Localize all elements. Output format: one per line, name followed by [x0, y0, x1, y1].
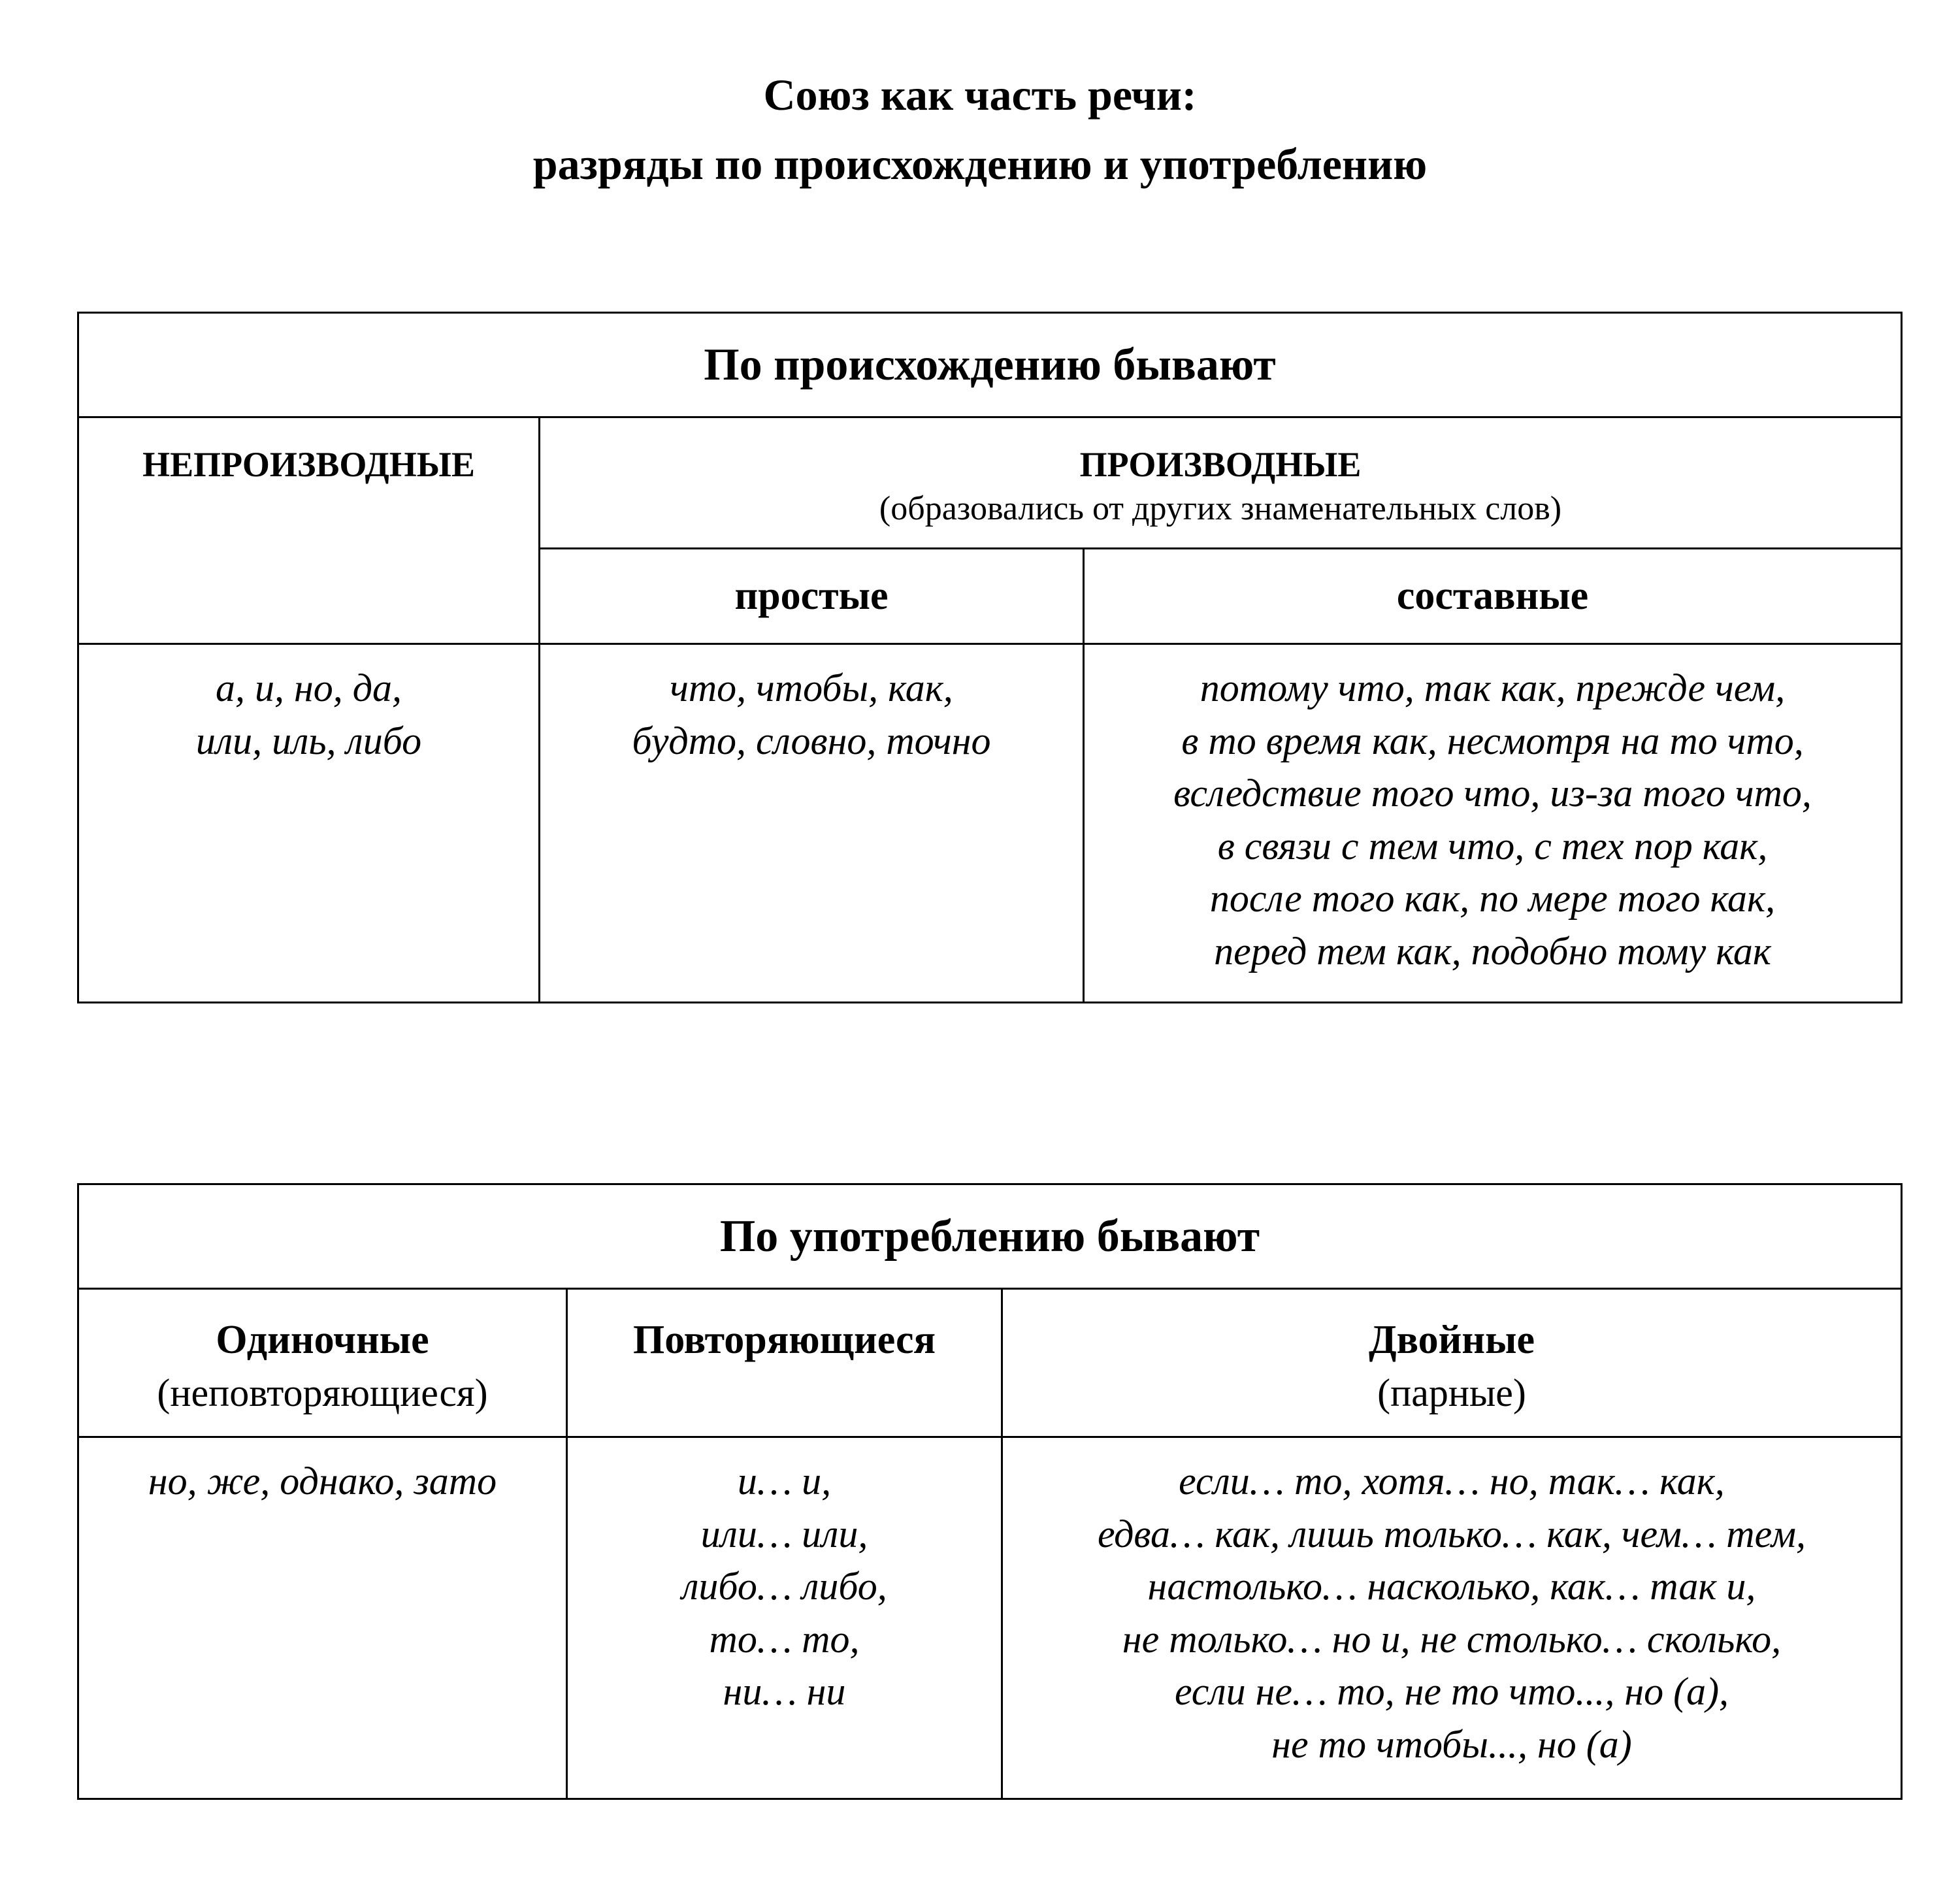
- single-label: Одиночные: [216, 1318, 429, 1362]
- double-label: Двойные: [1368, 1318, 1535, 1362]
- derived-note: (образовались от других знаменательных слов): [879, 490, 1562, 527]
- example-line: то… то,: [709, 1617, 860, 1661]
- usage-table: [77, 1183, 1903, 1800]
- example-line: или… или,: [700, 1512, 868, 1556]
- example-line: не только… но и, не столько… сколько,: [1122, 1617, 1782, 1661]
- non-derived-header: [78, 417, 540, 644]
- example-line: ни… ни: [723, 1670, 846, 1713]
- simple-examples: [540, 644, 1084, 1003]
- example-line: потому что, так как, прежде чем,: [1200, 666, 1786, 709]
- non-derived-label: НЕПРОИЗВОДНЫЕ: [142, 445, 475, 484]
- example-line: или, иль, либо: [195, 719, 422, 762]
- example-line: настолько… насколько, как… так и,: [1147, 1565, 1756, 1608]
- usage-table-caption: По употреблению бывают: [78, 1184, 1902, 1289]
- derived-label: ПРОИЗВОДНЫЕ: [1079, 445, 1362, 484]
- example-line: в то время как, несмотря на то что,: [1181, 719, 1804, 762]
- example-line: не то чтобы..., но (а): [1271, 1722, 1632, 1766]
- single-note: (неповторяющиеся): [157, 1371, 488, 1414]
- double-examples: [1002, 1437, 1902, 1799]
- example-line: если… то, хотя… но, так… как,: [1179, 1459, 1725, 1503]
- double-header: [1002, 1289, 1902, 1437]
- compound-header: составные: [1084, 549, 1902, 644]
- origin-table-caption: По происхождению бывают: [78, 313, 1902, 417]
- example-line: вследствие того что, из-за того что,: [1173, 772, 1812, 815]
- repeating-header: [567, 1289, 1002, 1437]
- double-note: (парные): [1377, 1371, 1526, 1414]
- non-derived-examples: [78, 644, 540, 1003]
- repeating-label: Повторяющиеся: [632, 1318, 936, 1362]
- example-line: если не… то, не то что..., но (а),: [1174, 1670, 1729, 1713]
- derived-header: [540, 417, 1902, 549]
- example-line: будто, словно, точно: [632, 719, 991, 762]
- single-examples: [78, 1437, 567, 1799]
- page-title: [0, 60, 1960, 199]
- example-line: а, и, но, да,: [215, 666, 402, 709]
- repeating-examples: [567, 1437, 1002, 1799]
- title-line-1: Союз как часть речи:: [763, 70, 1197, 120]
- origin-table: [77, 312, 1903, 1003]
- example-line: что, чтобы, как,: [670, 666, 953, 709]
- example-line: в связи с тем что, с тех пор как,: [1217, 824, 1768, 868]
- example-line: перед тем как, подобно тому как: [1214, 929, 1771, 973]
- example-line: едва… как, лишь только… как, чем… тем,: [1097, 1512, 1806, 1556]
- title-line-2: разряды по происхождению и употреблению: [532, 139, 1428, 189]
- example-line: либо… либо,: [681, 1565, 887, 1608]
- single-header: [78, 1289, 567, 1437]
- example-line: и… и,: [737, 1459, 832, 1503]
- simple-header: простые: [540, 549, 1084, 644]
- example-line: но, же, однако, зато: [148, 1459, 497, 1503]
- compound-examples: [1084, 644, 1902, 1003]
- example-line: после того как, по мере того как,: [1209, 877, 1776, 920]
